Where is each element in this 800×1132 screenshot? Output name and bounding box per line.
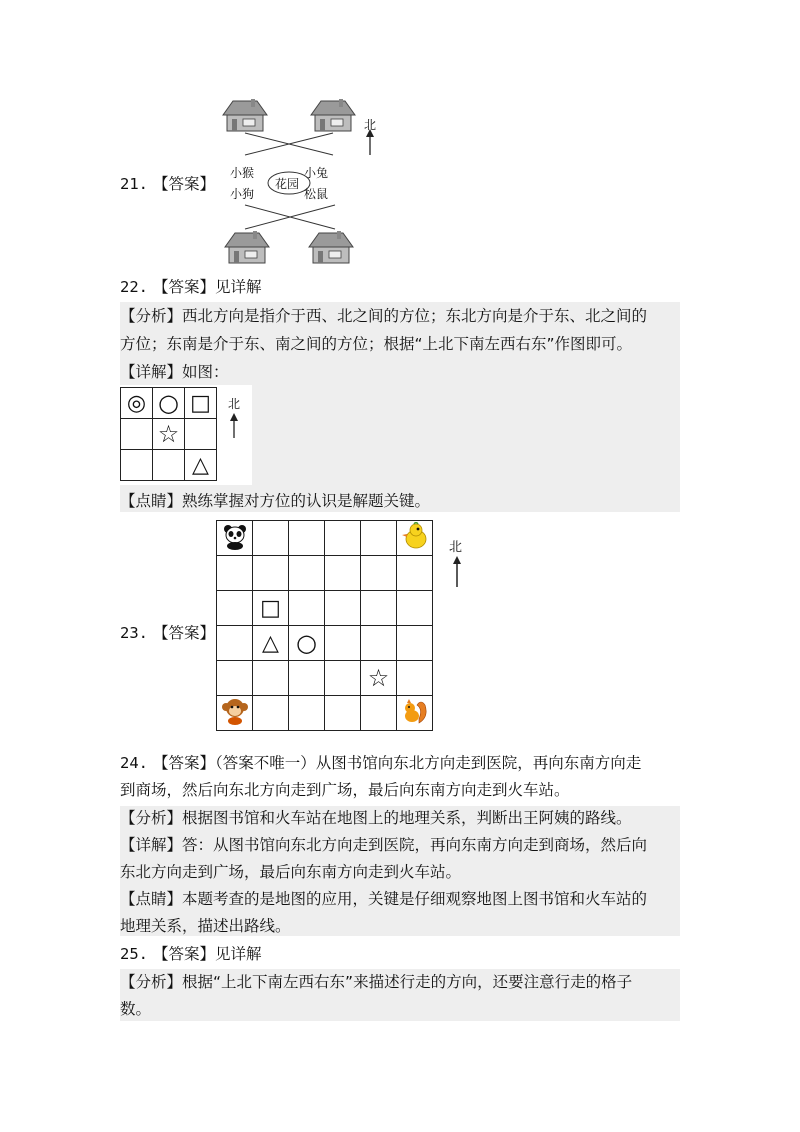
q22-analysis-line1 xyxy=(120,305,647,327)
garden-label: 花园 xyxy=(275,177,300,191)
grid-cell xyxy=(217,591,253,626)
grid-cell xyxy=(361,591,397,626)
grid-cell xyxy=(397,521,433,556)
grid-cell xyxy=(253,556,289,591)
analysis-label: 【分析】 xyxy=(120,809,183,827)
grid-cell xyxy=(217,556,253,591)
q24-analysis xyxy=(120,807,632,829)
grid-cell xyxy=(153,419,185,450)
grid-cell xyxy=(185,419,217,450)
grid-cell xyxy=(253,661,289,696)
grid-cell xyxy=(325,661,361,696)
grid-cell xyxy=(253,626,289,661)
double-circle-symbol: ◎ xyxy=(126,390,147,416)
analysis-text: 西北方向是指介于西、北之间的方位；东北方向是介于东、北之间的 xyxy=(182,307,648,325)
grid-cell xyxy=(121,419,153,450)
grid-cell xyxy=(253,521,289,556)
q23-grid xyxy=(216,520,433,731)
star-symbol: ☆ xyxy=(367,664,390,692)
grid-cell xyxy=(217,521,253,556)
q25-analysis-line1 xyxy=(120,971,632,993)
triangle-symbol: △ xyxy=(192,452,209,478)
grid-cell xyxy=(217,696,253,731)
north-label: 北 xyxy=(364,118,377,132)
grid-cell xyxy=(289,696,325,731)
answer-label: 【答案】 xyxy=(152,945,215,963)
grid-cell xyxy=(185,450,217,481)
monkey-icon xyxy=(221,697,249,725)
answer-text: （答案不唯一）从图书馆向东北方向走到医院，再向东南方向走 xyxy=(214,754,642,772)
q22-grid xyxy=(120,387,217,481)
grid-cell xyxy=(253,591,289,626)
question-number: 23. xyxy=(120,624,148,642)
grid-cell xyxy=(325,626,361,661)
question-number: 21. xyxy=(120,175,148,193)
q25-analysis-line2: 数。 xyxy=(120,1000,152,1018)
grid-cell xyxy=(325,696,361,731)
star-symbol: ☆ xyxy=(157,420,180,448)
grid-cell xyxy=(361,556,397,591)
house-icon xyxy=(311,99,355,131)
key-label: 【点睛】 xyxy=(120,890,183,908)
squirrel-label: 松鼠 xyxy=(304,187,329,201)
detail-label: 【详解】 xyxy=(120,363,183,381)
grid-cell xyxy=(325,591,361,626)
grid-cell xyxy=(361,696,397,731)
q25-answer xyxy=(120,943,261,965)
grid-cell xyxy=(289,661,325,696)
grid-cell xyxy=(397,591,433,626)
q21-label xyxy=(120,173,215,195)
q24-detail-line2: 东北方向走到广场，最后向东南方向走到火车站。 xyxy=(120,863,462,881)
monkey-label: 小猴 xyxy=(230,166,255,180)
grid-cell xyxy=(121,388,153,419)
q22-analysis-line2: 方位；东南是介于东、南之间的方位；根据“上北下南左西右东”作图即可。 xyxy=(120,335,633,353)
q23-label xyxy=(120,622,215,644)
squirrel-icon xyxy=(401,697,429,725)
grid-cell xyxy=(397,696,433,731)
grid-cell xyxy=(289,521,325,556)
detail-label: 【详解】 xyxy=(120,836,183,854)
grid-cell xyxy=(289,591,325,626)
grid-cell xyxy=(289,626,325,661)
grid-cell xyxy=(153,388,185,419)
circle-symbol: ○ xyxy=(296,629,317,657)
q24-answer-line1 xyxy=(120,752,641,774)
dog-label: 小狗 xyxy=(230,187,255,201)
q22-key xyxy=(120,490,430,512)
triangle-symbol: △ xyxy=(262,630,279,656)
q22-detail xyxy=(120,361,229,383)
square-symbol: □ xyxy=(260,595,281,621)
key-text: 本题考查的是地图的应用，关键是仔细观察地图上图书馆和火车站的 xyxy=(182,890,648,908)
answer-label: 【答案】 xyxy=(152,175,215,193)
answer-text: 见详解 xyxy=(214,278,262,296)
answer-text: 见详解 xyxy=(214,945,262,963)
grid-cell xyxy=(217,626,253,661)
question-number: 22. xyxy=(120,278,148,296)
square-symbol: □ xyxy=(190,390,211,416)
chick-icon xyxy=(401,522,429,550)
grid-cell xyxy=(361,626,397,661)
rabbit-label: 小兔 xyxy=(304,166,329,180)
grid-cell xyxy=(361,521,397,556)
q24-key-line2: 地理关系，描述出路线。 xyxy=(120,917,291,935)
answer-label: 【答案】 xyxy=(152,278,215,296)
house-icon xyxy=(309,231,353,263)
grid-cell xyxy=(397,661,433,696)
analysis-text: 根据“上北下南左西右东”来描述行走的方向，还要注意行走的格子 xyxy=(182,973,633,991)
north-label: 北 xyxy=(228,397,241,411)
grid-cell xyxy=(325,556,361,591)
key-text: 熟练掌握对方位的认识是解题关键。 xyxy=(182,492,431,510)
grid-cell xyxy=(289,556,325,591)
analysis-label: 【分析】 xyxy=(120,307,183,325)
grid-cell xyxy=(121,450,153,481)
analysis-text: 根据图书馆和火车站在地图上的地理关系，判断出王阿姨的路线。 xyxy=(182,809,632,827)
question-number: 24. xyxy=(120,754,148,772)
grid-cell xyxy=(217,661,253,696)
key-label: 【点睛】 xyxy=(120,492,183,510)
north-arrow xyxy=(228,412,240,438)
q24-detail-line1 xyxy=(120,834,647,856)
grid-cell xyxy=(153,450,185,481)
detail-text: 如图： xyxy=(182,363,229,381)
house-icon xyxy=(225,231,269,263)
answer-label: 【答案】 xyxy=(152,754,215,772)
question-number: 25. xyxy=(120,945,148,963)
detail-text: 答：从图书馆向东北方向走到医院，再向东南方向走到商场，然后向 xyxy=(182,836,648,854)
grid-cell xyxy=(397,556,433,591)
north-label: 北 xyxy=(449,540,463,555)
grid-cell xyxy=(361,661,397,696)
grid-cell xyxy=(325,521,361,556)
circle-symbol: ○ xyxy=(158,389,179,417)
grid-cell xyxy=(185,388,217,419)
q24-key-line1 xyxy=(120,888,647,910)
answer-label: 【答案】 xyxy=(152,624,215,642)
analysis-label: 【分析】 xyxy=(120,973,183,991)
grid-cell xyxy=(253,696,289,731)
q22-answer xyxy=(120,276,261,298)
north-arrow xyxy=(451,555,463,587)
q24-answer-line2: 到商场，然后向东北方向走到广场，最后向东南方向走到火车站。 xyxy=(120,781,570,799)
panda-icon xyxy=(221,522,249,550)
grid-cell xyxy=(397,626,433,661)
house-icon xyxy=(223,99,267,131)
